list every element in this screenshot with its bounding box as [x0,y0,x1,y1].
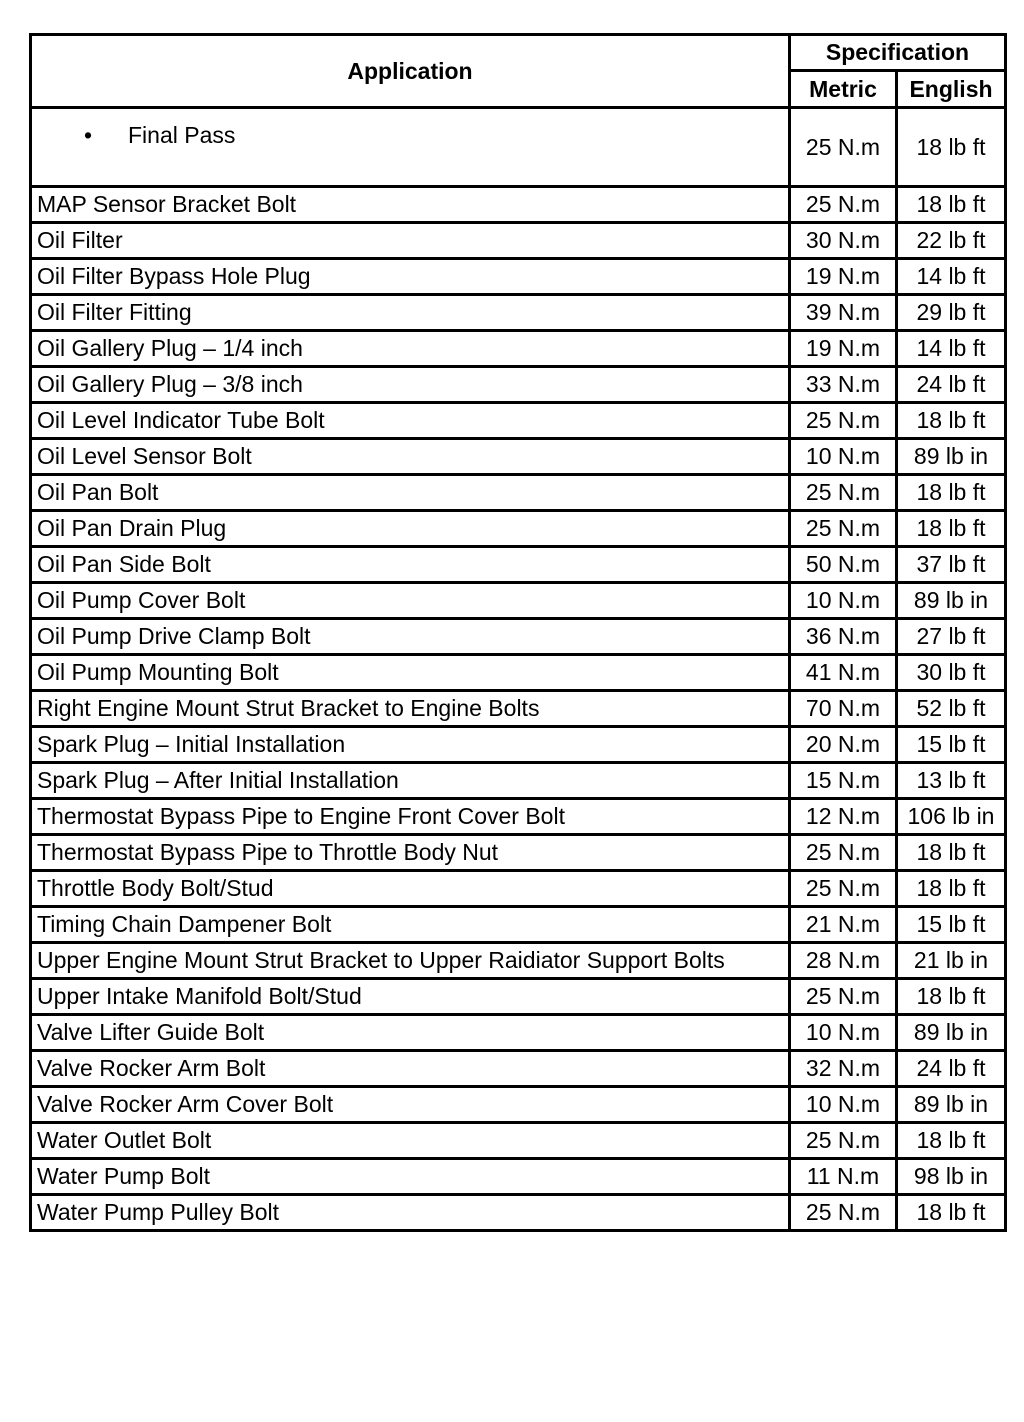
metric-cell: 50 N.m [790,547,897,583]
english-cell: 37 lb ft [897,547,1006,583]
table-row [31,475,1006,511]
english-cell: 18 lb ft [897,511,1006,547]
table-row [31,1051,1006,1087]
english-cell: 27 lb ft [897,619,1006,655]
english-cell: 14 lb ft [897,331,1006,367]
table-row [31,727,1006,763]
application-cell: Water Pump Bolt [31,1159,790,1195]
english-cell: 14 lb ft [897,259,1006,295]
table-row [31,799,1006,835]
metric-cell: 10 N.m [790,439,897,475]
metric-cell: 19 N.m [790,331,897,367]
english-cell: 18 lb ft [897,1123,1006,1159]
table-row [31,223,1006,259]
english-cell: 21 lb in [897,943,1006,979]
application-cell: Thermostat Bypass Pipe to Throttle Body Nut [31,835,790,871]
application-cell: Valve Lifter Guide Bolt [31,1015,790,1051]
metric-cell: 28 N.m [790,943,897,979]
metric-cell: 25 N.m [790,403,897,439]
metric-cell: 36 N.m [790,619,897,655]
metric-header: Metric [790,71,897,108]
table-row [31,943,1006,979]
table-row [31,907,1006,943]
metric-cell: 11 N.m [790,1159,897,1195]
metric-cell: 25 N.m [790,475,897,511]
table-row [31,763,1006,799]
english-cell: 18 lb ft [897,871,1006,907]
metric-cell: 10 N.m [790,583,897,619]
application-cell: Oil Pump Mounting Bolt [31,655,790,691]
english-header: English [897,71,1006,108]
table-body [31,108,1006,1231]
table-row [31,1015,1006,1051]
table-row [31,439,1006,475]
metric-cell: 10 N.m [790,1087,897,1123]
table-row [31,1159,1006,1195]
english-cell: 15 lb ft [897,727,1006,763]
metric-cell: 25 N.m [790,979,897,1015]
application-cell: Spark Plug – Initial Installation [31,727,790,763]
application-cell: Valve Rocker Arm Bolt [31,1051,790,1087]
table-row [31,1087,1006,1123]
table-row [31,331,1006,367]
english-cell: 30 lb ft [897,655,1006,691]
bullet-icon: • [83,122,92,148]
english-cell: 18 lb ft [897,108,1006,187]
english-cell: 18 lb ft [897,979,1006,1015]
metric-cell: 12 N.m [790,799,897,835]
application-cell: Spark Plug – After Initial Installation [31,763,790,799]
table-row [31,655,1006,691]
header-row-top [31,35,1006,71]
application-cell: Thermostat Bypass Pipe to Engine Front Cover Bolt [31,799,790,835]
application-cell: Oil Gallery Plug – 3/8 inch [31,367,790,403]
english-cell: 24 lb ft [897,1051,1006,1087]
english-cell: 29 lb ft [897,295,1006,331]
table-row [31,1195,1006,1231]
application-cell: Right Engine Mount Strut Bracket to Engine Bolts [31,691,790,727]
application-cell: Valve Rocker Arm Cover Bolt [31,1087,790,1123]
english-cell: 22 lb ft [897,223,1006,259]
metric-cell: 25 N.m [790,511,897,547]
application-cell: Oil Filter Bypass Hole Plug [31,259,790,295]
table-row [31,1123,1006,1159]
metric-cell: 25 N.m [790,187,897,223]
application-text: Final Pass [128,122,236,148]
table-row [31,295,1006,331]
application-cell: Upper Engine Mount Strut Bracket to Upper Raidiator Support Bolts [31,943,790,979]
table-row [31,187,1006,223]
application-cell: MAP Sensor Bracket Bolt [31,187,790,223]
metric-cell: 30 N.m [790,223,897,259]
table-row [31,979,1006,1015]
english-cell: 18 lb ft [897,1195,1006,1231]
metric-cell: 25 N.m [790,108,897,187]
metric-cell: 20 N.m [790,727,897,763]
metric-cell: 19 N.m [790,259,897,295]
application-cell: Oil Gallery Plug – 1/4 inch [31,331,790,367]
application-cell: Throttle Body Bolt/Stud [31,871,790,907]
application-cell [31,108,790,187]
english-cell: 106 lb in [897,799,1006,835]
table-row [31,583,1006,619]
application-header: Application [31,35,790,108]
table-row [31,403,1006,439]
metric-cell: 10 N.m [790,1015,897,1051]
english-cell: 89 lb in [897,1087,1006,1123]
table-row [31,691,1006,727]
metric-cell: 15 N.m [790,763,897,799]
english-cell: 24 lb ft [897,367,1006,403]
application-cell: Oil Pan Side Bolt [31,547,790,583]
application-cell: Oil Pump Cover Bolt [31,583,790,619]
application-cell: Oil Level Indicator Tube Bolt [31,403,790,439]
english-cell: 18 lb ft [897,403,1006,439]
application-cell: Oil Level Sensor Bolt [31,439,790,475]
table-row [31,835,1006,871]
metric-cell: 39 N.m [790,295,897,331]
table-row [31,108,1006,187]
metric-cell: 25 N.m [790,1123,897,1159]
table-row [31,511,1006,547]
english-cell: 89 lb in [897,583,1006,619]
english-cell: 18 lb ft [897,475,1006,511]
table-row [31,259,1006,295]
english-cell: 18 lb ft [897,835,1006,871]
torque-spec-table [29,33,1007,1232]
metric-cell: 25 N.m [790,871,897,907]
table-row [31,619,1006,655]
metric-cell: 41 N.m [790,655,897,691]
english-cell: 13 lb ft [897,763,1006,799]
metric-cell: 25 N.m [790,835,897,871]
english-cell: 89 lb in [897,439,1006,475]
metric-cell: 25 N.m [790,1195,897,1231]
english-cell: 52 lb ft [897,691,1006,727]
specification-header: Specification [790,35,1006,71]
table-row [31,547,1006,583]
english-cell: 15 lb ft [897,907,1006,943]
table-row [31,871,1006,907]
table-row [31,367,1006,403]
application-cell: Upper Intake Manifold Bolt/Stud [31,979,790,1015]
application-cell: Water Pump Pulley Bolt [31,1195,790,1231]
metric-cell: 70 N.m [790,691,897,727]
application-cell: Oil Filter [31,223,790,259]
application-cell: Oil Pan Drain Plug [31,511,790,547]
application-cell: Oil Pump Drive Clamp Bolt [31,619,790,655]
english-cell: 18 lb ft [897,187,1006,223]
application-cell: Water Outlet Bolt [31,1123,790,1159]
english-cell: 89 lb in [897,1015,1006,1051]
metric-cell: 32 N.m [790,1051,897,1087]
application-cell: Timing Chain Dampener Bolt [31,907,790,943]
application-cell: Oil Filter Fitting [31,295,790,331]
application-cell: Oil Pan Bolt [31,475,790,511]
metric-cell: 21 N.m [790,907,897,943]
english-cell: 98 lb in [897,1159,1006,1195]
metric-cell: 33 N.m [790,367,897,403]
